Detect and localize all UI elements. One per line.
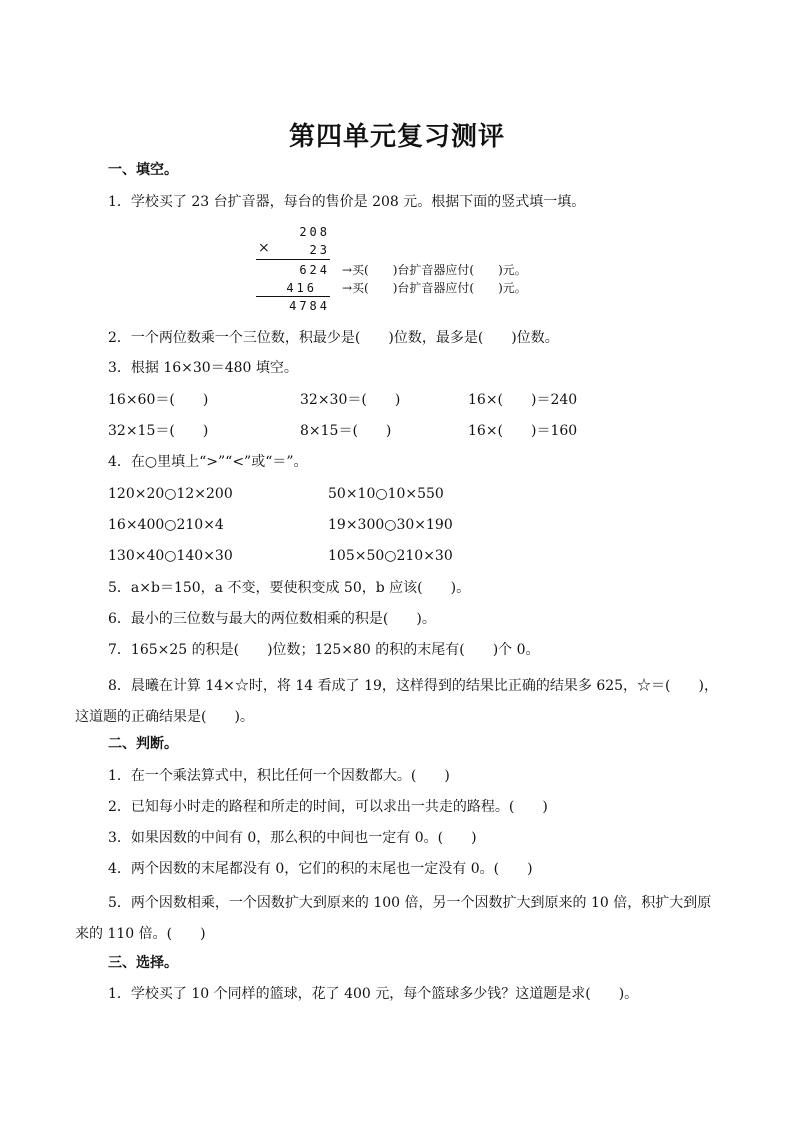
q4-item: 19×300○30×190 — [328, 517, 453, 533]
multiplier: 23 — [309, 243, 330, 257]
times-sign: × — [258, 240, 270, 256]
judge-question-4: 4．两个因数的末尾都没有 0，它们的积的末尾也一定没有 0。( ) — [108, 861, 533, 877]
q4-item: 16×400○210×4 — [108, 517, 224, 533]
multiplicand: 208 — [299, 225, 330, 239]
rule-line-2 — [256, 296, 330, 297]
fill-question-5: 5．a×b＝150，a 不变，要使积变成 50，b 应该( )。 — [108, 580, 471, 596]
q3-item: 8×15＝( ) — [300, 423, 392, 439]
fill-question-1: 1．学校买了 23 台扩音器，每台的售价是 208 元。根据下面的竖式填一填。 — [108, 194, 586, 210]
section-judge-heading: 二、判断。 — [108, 736, 178, 752]
judge-question-1: 1．在一个乘法算式中，积比任何一个因数都大。( ) — [108, 768, 450, 784]
choice-question-1: 1．学校买了 10 个同样的篮球，花了 400 元，每个篮球多少钱？这道题是求( )。 — [108, 986, 639, 1002]
rule-line-1 — [256, 259, 330, 260]
q3-item: 32×30＝( ) — [300, 392, 401, 408]
q4-item: 120×20○12×200 — [108, 486, 233, 502]
fill-question-8: 8．晨曦在计算 14×☆时，将 14 看成了 19，这样得到的结果比正确的结果多 625，☆＝( )，这道题的正确结果是( )。 — [75, 678, 718, 725]
judge-question-5: 5．两个因数相乘，一个因数扩大到原来的 100 倍，另一个因数扩大到原来的 10 倍，积扩大到原来的 110 倍。( ) — [75, 895, 712, 942]
fill-question-7: 7．165×25 的积是( )位数；125×80 的积的末尾有( )个 0。 — [108, 642, 540, 658]
q3-item: 16×( )＝240 — [468, 392, 578, 408]
partial-note-1: →买( )台扩音器应付( )元。 — [342, 263, 527, 277]
q4-item: 130×40○140×30 — [108, 548, 233, 564]
q4-item: 105×50○210×30 — [328, 548, 453, 564]
fill-question-6: 6．最小的三位数与最大的两位数相乘的积是( )。 — [108, 611, 436, 627]
partial-product-1: 624 — [299, 263, 330, 277]
final-product: 4784 — [289, 299, 330, 313]
section-choice-heading: 三、选择。 — [108, 955, 178, 971]
judge-question-2: 2．已知每小时走的路程和所走的时间，可以求出一共走的路程。( ) — [108, 799, 548, 815]
judge-question-3: 3．如果因数的中间有 0，那么积的中间也一定有 0。( ) — [108, 830, 477, 846]
q3-item: 16×( )＝160 — [468, 423, 578, 439]
fill-question-3: 3．根据 16×30＝480 填空。 — [108, 360, 298, 376]
q3-item: 16×60＝( ) — [108, 392, 209, 408]
partial-note-2: →买( )台扩音器应付( )元。 — [342, 281, 527, 295]
q4-item: 50×10○10×550 — [328, 486, 444, 502]
section-fill-heading: 一、填空。 — [108, 162, 178, 178]
q3-item: 32×15＝( ) — [108, 423, 209, 439]
fill-question-2: 2．一个两位数乘一个三位数，积最少是( )位数，最多是( )位数。 — [108, 330, 559, 346]
page-title: 第四单元复习测评 — [288, 122, 505, 152]
partial-product-2: 416 — [286, 281, 317, 295]
fill-question-4: 4．在○里填上“>”“<”或“＝”。 — [108, 454, 308, 470]
